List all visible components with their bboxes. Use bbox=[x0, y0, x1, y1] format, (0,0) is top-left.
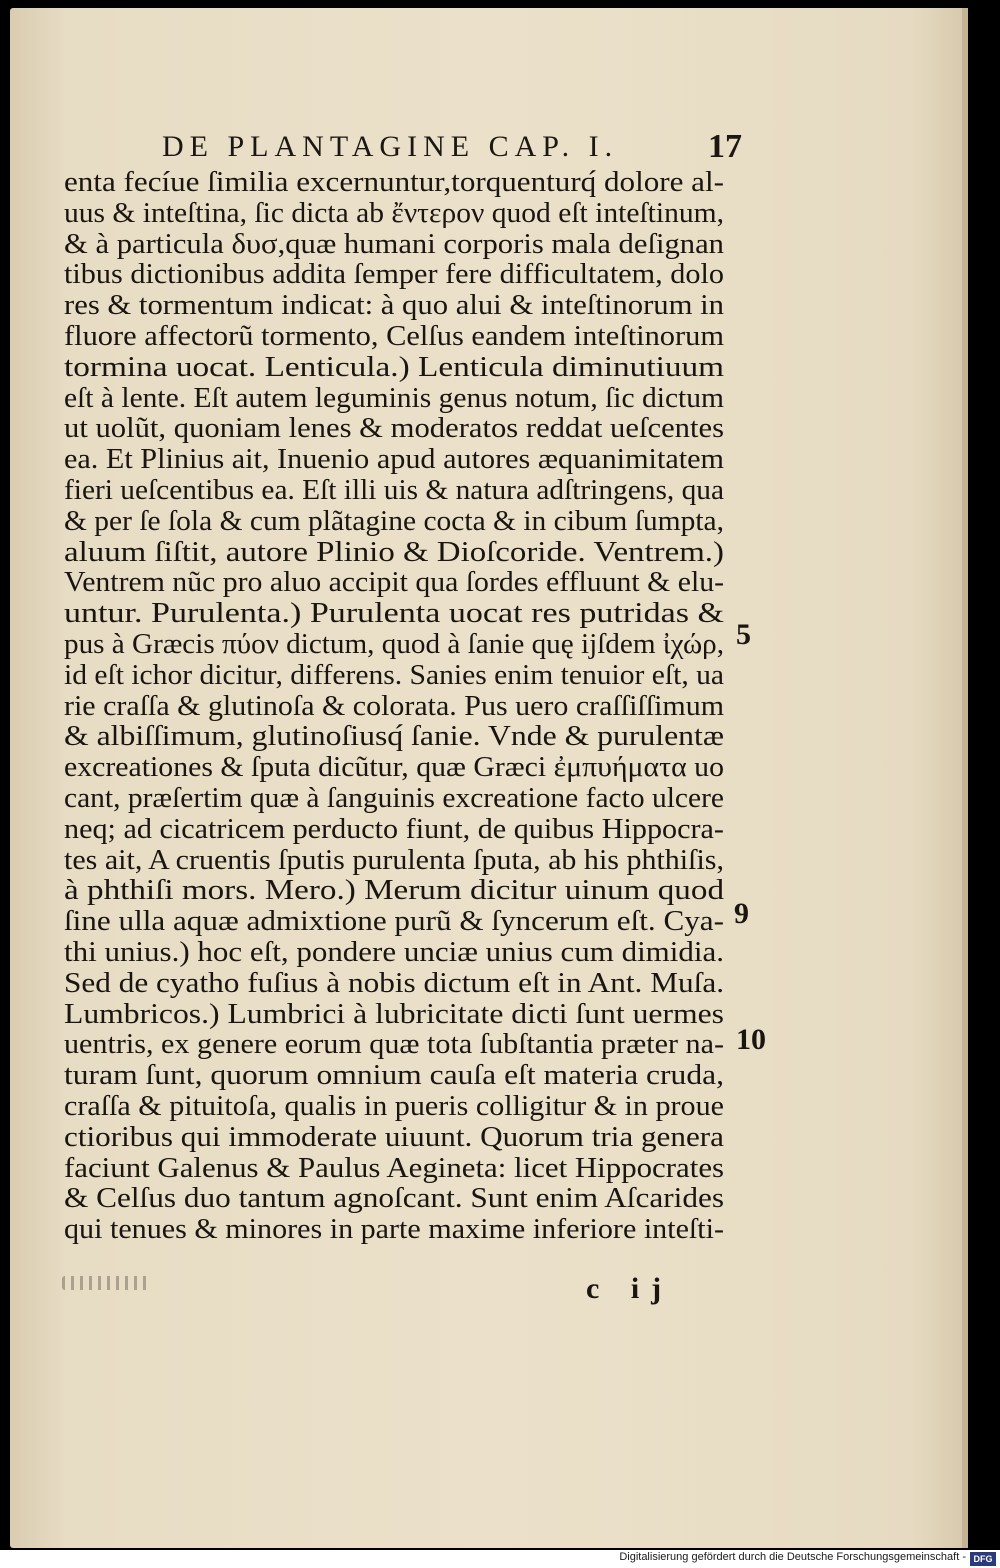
text-line: ſine ulla aquæ admixtione purũ & ſyncerum eſt. Cya- bbox=[64, 906, 725, 938]
text-line: & albiſſimum, glutinoſiusq́ ſanie. Vnde & purulentæ bbox=[64, 721, 724, 753]
text-line: cant, præſertim quæ à ſanguinis excreatione facto ulcere bbox=[64, 782, 724, 814]
text-line: uus & inteſtina, ſic dicta ab ἔντερον quod eſt inteſtinum, bbox=[64, 197, 724, 229]
text-line: tibus dictionibus addita ſemper fere difficultatem, dolo bbox=[64, 259, 724, 291]
page-number: 17 bbox=[708, 128, 742, 165]
body-text bbox=[64, 168, 724, 1246]
text-line: fluore affectorũ tormento, Celſus eandem inteſtinorum bbox=[64, 320, 725, 352]
text-line: craſſa & pituitoſa, qualis in pueris colligitur & in proue bbox=[64, 1090, 724, 1122]
text-line: ut uolũt, quoniam lenes & moderatos reddat ueſcentes bbox=[64, 413, 725, 445]
ink-smudge bbox=[62, 1276, 152, 1290]
text-line: aluum ſiſtit, autore Plinio & Dioſcoride. Ventrem.) bbox=[64, 536, 724, 568]
text-line: Sed de cyatho fuſius à nobis dictum eſt in Ant. Muſa. bbox=[64, 967, 725, 999]
page-header bbox=[162, 130, 742, 170]
text-line: untur. Purulenta.) Purulenta uocat res putridas & bbox=[64, 598, 725, 630]
text-line: fieri ueſcentibus ea. Eſt illi uis & natura adſtringens, qua bbox=[64, 474, 724, 506]
text-line: thi unius.) hoc eſt, pondere unciæ unius cum dimidia. bbox=[64, 936, 724, 968]
text-line: excreationes & ſputa dicũtur, quæ Græci ἐμπυήματα uo bbox=[64, 752, 724, 784]
running-head: DE PLANTAGINE CAP. I. bbox=[162, 130, 619, 163]
text-line: eſt à lente. Eſt autem leguminis genus notum, ſic dictum bbox=[64, 382, 724, 414]
text-line: & per ſe ſola & cum plãtagine cocta & in cibum ſumpta, bbox=[64, 505, 724, 537]
funding-credit: Digitalisierung gefördert durch die Deutsche Forschungsgemeinschaft - bbox=[619, 1551, 966, 1563]
text-line: à phthiſi mors. Mero.) Merum dicitur uinum quod bbox=[64, 875, 725, 907]
text-line: ea. Et Plinius ait, Inuenio apud autores æquanimitatem bbox=[64, 444, 725, 476]
dfg-logo: DFG bbox=[970, 1552, 996, 1566]
text-line: qui tenues & minores in parte maxime inferiore inteſti- bbox=[64, 1214, 725, 1246]
text-line: tormina uocat. Lenticula.) Lenticula diminutiuum bbox=[64, 351, 725, 383]
text-line: Ventrem nũc pro aluo accipit qua ſordes effluunt & elu- bbox=[64, 567, 725, 599]
margin-line-number-10: 10 bbox=[736, 1023, 766, 1056]
text-line: enta fecíue ſimilia excernuntur,torquenturq́ dolore al- bbox=[64, 167, 724, 198]
text-line: ctioribus qui immoderate uiuunt. Quorum tria genera bbox=[64, 1121, 724, 1153]
text-line: faciunt Galenus & Paulus Aegineta: licet Hippocrates bbox=[64, 1152, 725, 1184]
text-line: tes ait, A cruentis ſputis purulenta ſputa, ab his phthiſis, bbox=[64, 844, 724, 876]
margin-line-number-5: 5 bbox=[736, 618, 751, 651]
text-line: res & tormentum indicat: à quo alui & inteſtinorum in bbox=[64, 290, 724, 322]
text-line: & à particula δυσ,quæ humani corporis mala deſignan bbox=[64, 228, 724, 260]
text-line: turam ſunt, quorum omnium cauſa eſt materia cruda, bbox=[64, 1060, 725, 1092]
text-line: pus à Græcis πύον dictum, quod à ſanie quę ijſdem ἰχώρ, bbox=[64, 628, 725, 660]
text-line: & Celſus duo tantum agnoſcant. Sunt enim Aſcarides bbox=[64, 1183, 725, 1215]
text-line: Lumbricos.) Lumbrici à lubricitate dicti ſunt uermes bbox=[64, 998, 724, 1030]
signature-mark: c ij bbox=[586, 1272, 674, 1305]
text-line: neq; ad cicatricem perducto fiunt, de quibus Hippocra- bbox=[64, 813, 724, 845]
text-line: rie craſſa & glutinoſa & colorata. Pus uero craſſiſſimum bbox=[64, 690, 725, 722]
page-edge bbox=[962, 8, 968, 1548]
text-line: id eſt ichor dicitur, differens. Sanies enim tenuior eſt, ua bbox=[64, 659, 725, 691]
margin-line-number-9: 9 bbox=[734, 897, 749, 930]
text-line: uentris, ex genere eorum quæ tota ſubſtantia præter na- bbox=[64, 1029, 724, 1061]
